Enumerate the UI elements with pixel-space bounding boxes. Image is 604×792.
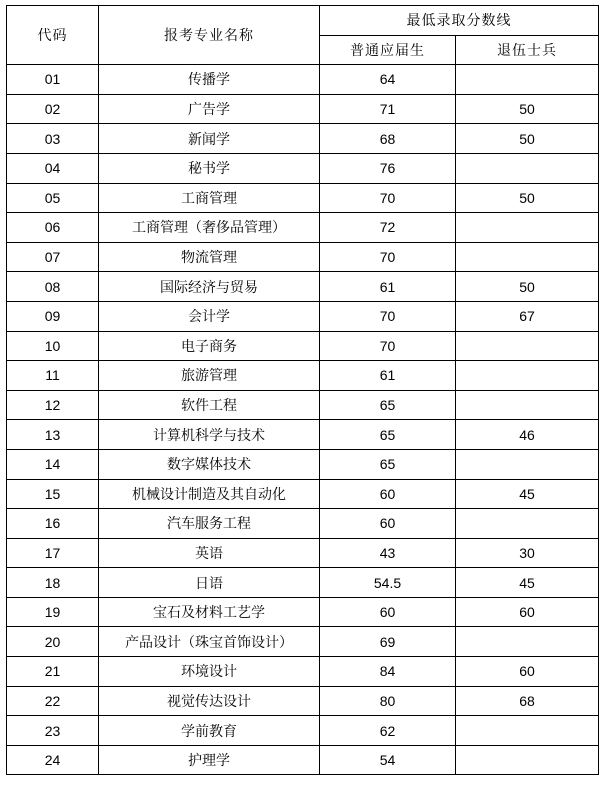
- cell-veteran-score: [456, 390, 599, 420]
- cell-veteran-score: [456, 331, 599, 361]
- cell-code: 01: [7, 65, 99, 95]
- cell-code: 02: [7, 94, 99, 124]
- table-row: [7, 301, 599, 331]
- cell-major-name: 计算机科学与技术: [99, 420, 320, 450]
- cell-veteran-score: 45: [456, 568, 599, 598]
- table-row: [7, 538, 599, 568]
- cell-regular-score: 61: [320, 361, 456, 391]
- table-row: [7, 65, 599, 95]
- cell-code: 18: [7, 568, 99, 598]
- cell-code: 20: [7, 627, 99, 657]
- cell-veteran-score: 50: [456, 183, 599, 213]
- cell-veteran-score: [456, 242, 599, 272]
- cell-veteran-score: 45: [456, 479, 599, 509]
- table-row: [7, 716, 599, 746]
- header-min-score-group: 最低录取分数线: [320, 6, 599, 36]
- cell-code: 08: [7, 272, 99, 302]
- cell-veteran-score: 68: [456, 686, 599, 716]
- cell-major-name: 环境设计: [99, 657, 320, 687]
- cell-major-name: 英语: [99, 538, 320, 568]
- table-row: [7, 568, 599, 598]
- cell-major-name: 工商管理（奢侈品管理）: [99, 213, 320, 243]
- table-row: [7, 183, 599, 213]
- cell-major-name: 视觉传达设计: [99, 686, 320, 716]
- cell-major-name: 传播学: [99, 65, 320, 95]
- table-header: [7, 6, 599, 65]
- header-regular: 普通应届生: [320, 35, 456, 65]
- table-row: [7, 124, 599, 154]
- cell-major-name: 日语: [99, 568, 320, 598]
- table-row: [7, 213, 599, 243]
- header-major-name: 报考专业名称: [99, 6, 320, 65]
- table-row: [7, 657, 599, 687]
- table-row: [7, 420, 599, 450]
- cell-code: 21: [7, 657, 99, 687]
- cell-regular-score: 65: [320, 449, 456, 479]
- cell-regular-score: 70: [320, 331, 456, 361]
- cell-major-name: 广告学: [99, 94, 320, 124]
- table-row: [7, 272, 599, 302]
- table-row: [7, 390, 599, 420]
- cell-major-name: 物流管理: [99, 242, 320, 272]
- cell-veteran-score: 67: [456, 301, 599, 331]
- header-veteran: 退伍士兵: [456, 35, 599, 65]
- cell-code: 22: [7, 686, 99, 716]
- header-code: 代码: [7, 6, 99, 65]
- cell-code: 11: [7, 361, 99, 391]
- cell-veteran-score: [456, 65, 599, 95]
- cell-veteran-score: [456, 745, 599, 775]
- cell-veteran-score: [456, 627, 599, 657]
- cell-major-name: 软件工程: [99, 390, 320, 420]
- cell-regular-score: 64: [320, 65, 456, 95]
- cell-regular-score: 70: [320, 301, 456, 331]
- cell-code: 14: [7, 449, 99, 479]
- table-row: [7, 449, 599, 479]
- table-row: [7, 509, 599, 539]
- cell-major-name: 护理学: [99, 745, 320, 775]
- cell-regular-score: 70: [320, 183, 456, 213]
- cell-major-name: 旅游管理: [99, 361, 320, 391]
- cell-regular-score: 76: [320, 153, 456, 183]
- cell-regular-score: 61: [320, 272, 456, 302]
- cell-major-name: 宝石及材料工艺学: [99, 597, 320, 627]
- cell-code: 17: [7, 538, 99, 568]
- cell-veteran-score: [456, 716, 599, 746]
- cell-regular-score: 62: [320, 716, 456, 746]
- cell-veteran-score: [456, 361, 599, 391]
- cell-code: 13: [7, 420, 99, 450]
- cell-code: 10: [7, 331, 99, 361]
- cell-regular-score: 70: [320, 242, 456, 272]
- table-row: [7, 242, 599, 272]
- cell-regular-score: 71: [320, 94, 456, 124]
- table-row: [7, 627, 599, 657]
- cell-major-name: 国际经济与贸易: [99, 272, 320, 302]
- cell-regular-score: 65: [320, 420, 456, 450]
- cell-veteran-score: 30: [456, 538, 599, 568]
- cell-code: 15: [7, 479, 99, 509]
- cell-major-name: 产品设计（珠宝首饰设计）: [99, 627, 320, 657]
- table-body: [7, 65, 599, 775]
- cell-major-name: 汽车服务工程: [99, 509, 320, 539]
- cell-major-name: 会计学: [99, 301, 320, 331]
- cell-code: 23: [7, 716, 99, 746]
- cell-regular-score: 80: [320, 686, 456, 716]
- cell-regular-score: 60: [320, 479, 456, 509]
- table-row: [7, 331, 599, 361]
- cell-veteran-score: 50: [456, 94, 599, 124]
- header-row-top: [7, 6, 599, 36]
- cell-veteran-score: [456, 449, 599, 479]
- cell-veteran-score: [456, 509, 599, 539]
- cell-veteran-score: [456, 213, 599, 243]
- cell-regular-score: 68: [320, 124, 456, 154]
- table-row: [7, 94, 599, 124]
- admission-score-table: [6, 5, 599, 775]
- cell-regular-score: 60: [320, 597, 456, 627]
- cell-code: 04: [7, 153, 99, 183]
- cell-code: 06: [7, 213, 99, 243]
- cell-major-name: 新闻学: [99, 124, 320, 154]
- cell-veteran-score: 60: [456, 657, 599, 687]
- cell-regular-score: 54: [320, 745, 456, 775]
- cell-code: 19: [7, 597, 99, 627]
- cell-veteran-score: 50: [456, 124, 599, 154]
- cell-regular-score: 60: [320, 509, 456, 539]
- cell-veteran-score: 60: [456, 597, 599, 627]
- cell-regular-score: 72: [320, 213, 456, 243]
- cell-regular-score: 43: [320, 538, 456, 568]
- cell-major-name: 数字媒体技术: [99, 449, 320, 479]
- cell-major-name: 秘书学: [99, 153, 320, 183]
- cell-regular-score: 54.5: [320, 568, 456, 598]
- cell-code: 16: [7, 509, 99, 539]
- cell-veteran-score: 46: [456, 420, 599, 450]
- cell-regular-score: 84: [320, 657, 456, 687]
- cell-code: 12: [7, 390, 99, 420]
- cell-regular-score: 69: [320, 627, 456, 657]
- cell-regular-score: 65: [320, 390, 456, 420]
- cell-code: 07: [7, 242, 99, 272]
- table-row: [7, 597, 599, 627]
- cell-major-name: 学前教育: [99, 716, 320, 746]
- table-row: [7, 479, 599, 509]
- cell-veteran-score: [456, 153, 599, 183]
- table-row: [7, 686, 599, 716]
- cell-major-name: 机械设计制造及其自动化: [99, 479, 320, 509]
- cell-code: 03: [7, 124, 99, 154]
- cell-code: 05: [7, 183, 99, 213]
- table-row: [7, 745, 599, 775]
- table-row: [7, 361, 599, 391]
- cell-major-name: 工商管理: [99, 183, 320, 213]
- table-row: [7, 153, 599, 183]
- cell-major-name: 电子商务: [99, 331, 320, 361]
- cell-veteran-score: 50: [456, 272, 599, 302]
- cell-code: 24: [7, 745, 99, 775]
- cell-code: 09: [7, 301, 99, 331]
